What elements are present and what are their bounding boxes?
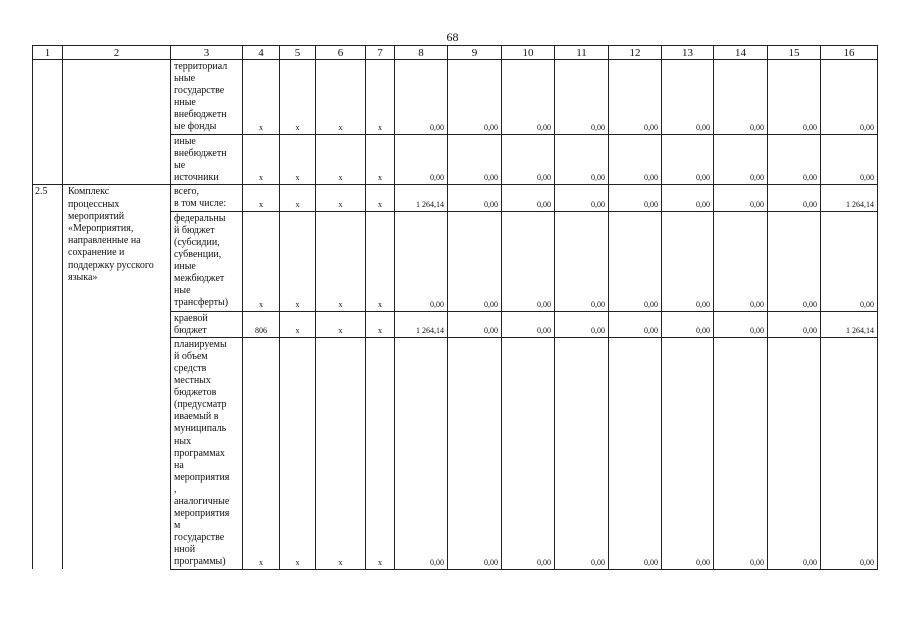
- value-cell: 0,00: [448, 185, 502, 211]
- value-cell: x: [366, 60, 395, 135]
- table-row: [33, 60, 878, 135]
- value-cell: 0,00: [821, 135, 878, 185]
- value-cell: x: [280, 185, 316, 211]
- value-cell: 0,00: [821, 211, 878, 311]
- funding-source-cell: федеральны й бюджет (субсидии, субвенции, иные межбюджет ные трансферты): [171, 211, 243, 311]
- value-cell: x: [316, 185, 366, 211]
- value-cell: 0,00: [555, 185, 609, 211]
- value-cell: 0,00: [609, 311, 662, 337]
- value-cell: 806: [243, 311, 280, 337]
- value-cell: 0,00: [768, 211, 821, 311]
- value-cell: 0,00: [448, 337, 502, 569]
- column-number: 13: [662, 46, 714, 60]
- value-cell: 0,00: [395, 60, 448, 135]
- table-row: [33, 185, 878, 211]
- funding-source-cell: краевой бюджет: [171, 311, 243, 337]
- value-cell: 1 264,14: [821, 185, 878, 211]
- value-cell: 0,00: [714, 60, 768, 135]
- value-cell: x: [243, 185, 280, 211]
- value-cell: 0,00: [714, 311, 768, 337]
- value-cell: x: [316, 311, 366, 337]
- value-cell: 0,00: [502, 211, 555, 311]
- value-cell: 0,00: [821, 337, 878, 569]
- column-number: 8: [395, 46, 448, 60]
- column-number: 1: [33, 46, 63, 60]
- column-number: 4: [243, 46, 280, 60]
- value-cell: 0,00: [609, 185, 662, 211]
- value-cell: x: [280, 211, 316, 311]
- value-cell: x: [280, 135, 316, 185]
- value-cell: 0,00: [555, 311, 609, 337]
- column-number: 14: [714, 46, 768, 60]
- column-number: 5: [280, 46, 316, 60]
- value-cell: 0,00: [502, 135, 555, 185]
- value-cell: 1 264,14: [395, 185, 448, 211]
- value-cell: 1 264,14: [821, 311, 878, 337]
- value-cell: 0,00: [714, 185, 768, 211]
- column-number-row: [33, 46, 878, 60]
- value-cell: x: [243, 337, 280, 569]
- value-cell: x: [316, 211, 366, 311]
- value-cell: 0,00: [395, 337, 448, 569]
- value-cell: 0,00: [821, 60, 878, 135]
- value-cell: 0,00: [768, 311, 821, 337]
- budget-table: [32, 45, 878, 570]
- value-cell: 0,00: [448, 135, 502, 185]
- column-number: 16: [821, 46, 878, 60]
- funding-source-cell: всего, в том числе:: [171, 185, 243, 211]
- empty-name-cell: [63, 60, 171, 185]
- column-number: 7: [366, 46, 395, 60]
- column-number: 3: [171, 46, 243, 60]
- funding-source-cell: планируемы й объем средств местных бюджетов (предусматр иваемый в муниципаль ных программах на мероприятия , аналогичные мероприятия м государстве нной программы): [171, 337, 243, 569]
- funding-source-cell: иные внебюджетн ые источники: [171, 135, 243, 185]
- value-cell: x: [280, 337, 316, 569]
- column-number: 6: [316, 46, 366, 60]
- value-cell: 0,00: [714, 337, 768, 569]
- value-cell: x: [366, 185, 395, 211]
- value-cell: x: [280, 60, 316, 135]
- value-cell: 0,00: [662, 211, 714, 311]
- value-cell: 0,00: [395, 211, 448, 311]
- column-number: 9: [448, 46, 502, 60]
- value-cell: 0,00: [714, 211, 768, 311]
- column-number: 12: [609, 46, 662, 60]
- empty-code-cell: [33, 60, 63, 185]
- value-cell: x: [366, 211, 395, 311]
- column-number: 15: [768, 46, 821, 60]
- value-cell: x: [366, 311, 395, 337]
- value-cell: 0,00: [555, 60, 609, 135]
- page-number: 68: [446, 30, 459, 44]
- value-cell: 0,00: [502, 185, 555, 211]
- item-code-cell: 2.5: [33, 185, 63, 569]
- value-cell: 0,00: [768, 337, 821, 569]
- value-cell: x: [366, 135, 395, 185]
- funding-source-cell: территориал ьные государстве нные внебюджетн ые фонды: [171, 60, 243, 135]
- value-cell: 0,00: [395, 135, 448, 185]
- value-cell: 0,00: [609, 211, 662, 311]
- value-cell: 0,00: [609, 60, 662, 135]
- item-name-cell: Комплекс процессных мероприятий «Мероприятия, направленные на сохранение и поддержку русского языка»: [63, 185, 171, 569]
- value-cell: x: [280, 311, 316, 337]
- value-cell: 0,00: [555, 135, 609, 185]
- value-cell: x: [316, 337, 366, 569]
- value-cell: 0,00: [555, 337, 609, 569]
- value-cell: 0,00: [555, 211, 609, 311]
- value-cell: 0,00: [502, 337, 555, 569]
- column-number: 11: [555, 46, 609, 60]
- value-cell: 0,00: [768, 135, 821, 185]
- value-cell: 0,00: [662, 135, 714, 185]
- value-cell: 0,00: [768, 185, 821, 211]
- value-cell: x: [243, 60, 280, 135]
- value-cell: 0,00: [448, 211, 502, 311]
- value-cell: 0,00: [448, 60, 502, 135]
- value-cell: 0,00: [714, 135, 768, 185]
- value-cell: 0,00: [609, 337, 662, 569]
- value-cell: 0,00: [662, 337, 714, 569]
- value-cell: x: [243, 135, 280, 185]
- value-cell: x: [316, 60, 366, 135]
- value-cell: 0,00: [448, 311, 502, 337]
- column-number: 10: [502, 46, 555, 60]
- value-cell: 1 264,14: [395, 311, 448, 337]
- value-cell: 0,00: [609, 135, 662, 185]
- value-cell: 0,00: [502, 311, 555, 337]
- value-cell: x: [316, 135, 366, 185]
- column-number: 2: [63, 46, 171, 60]
- value-cell: 0,00: [662, 311, 714, 337]
- value-cell: x: [366, 337, 395, 569]
- value-cell: 0,00: [662, 60, 714, 135]
- value-cell: 0,00: [502, 60, 555, 135]
- value-cell: x: [243, 211, 280, 311]
- value-cell: 0,00: [768, 60, 821, 135]
- value-cell: 0,00: [662, 185, 714, 211]
